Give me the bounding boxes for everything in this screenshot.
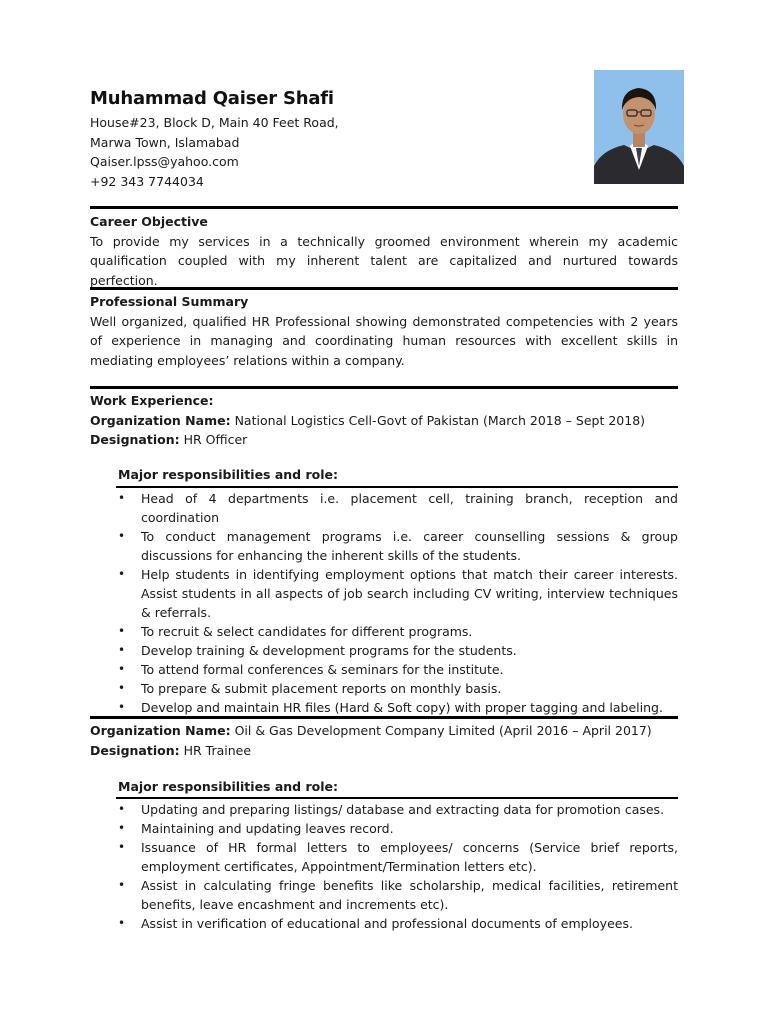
section-divider: [90, 287, 678, 290]
responsibilities-divider: [116, 486, 678, 488]
responsibility-item: [116, 565, 678, 622]
responsibility-text: To prepare & submit placement reports on monthly basis.: [141, 681, 502, 696]
responsibility-item: [116, 622, 678, 641]
career-objective-heading: Career Objective: [90, 214, 208, 229]
responsibility-text: Develop and maintain HR files (Hard & Soft copy) with proper tagging and labeling.: [141, 700, 663, 715]
section-divider: [90, 716, 678, 719]
designation-label: Designation:: [90, 432, 180, 447]
responsibility-item: [116, 527, 678, 565]
designation-line: [90, 741, 678, 761]
second-job-section: [90, 721, 678, 760]
work-experience-section: [90, 391, 678, 450]
email-address: Qaiser.lpss@yahoo.com: [90, 154, 239, 169]
responsibilities-list: [116, 800, 678, 933]
organization-value: Oil & Gas Development Company Limited (April 2016 – April 2017): [234, 723, 652, 738]
profile-photo-illustration: [594, 70, 684, 184]
responsibility-text: To recruit & select candidates for different programs.: [141, 624, 473, 639]
candidate-name: Muhammad Qaiser Shafi: [90, 88, 334, 109]
designation-line: [90, 430, 678, 450]
responsibility-item: [116, 838, 678, 876]
responsibility-item: [116, 800, 678, 819]
responsibility-text: To conduct management programs i.e. career counselling sessions & group discussions for enhancing the inherent skills of the students.: [141, 529, 678, 563]
work-experience-heading: Work Experience:: [90, 393, 214, 408]
bullet-icon: •: [118, 916, 126, 930]
responsibilities-divider: [116, 797, 678, 799]
responsibilities-heading: Major responsibilities and role:: [118, 779, 338, 794]
designation-value: HR Officer: [183, 432, 248, 447]
organization-line: [90, 721, 678, 741]
section-divider: [90, 206, 678, 209]
bullet-icon: •: [118, 821, 126, 835]
professional-summary-text: Well organized, qualified HR Professional showing demonstrated competencies with 2 years of experience in managing and coordinating human resources with excellent skills in mediating employees’ relations within a company.: [90, 313, 678, 368]
responsibility-text: Issuance of HR formal letters to employees/ concerns (Service brief reports, employment certificates, Appointment/Termination letters etc).: [141, 840, 678, 874]
professional-summary-heading: Professional Summary: [90, 294, 249, 309]
profile-photo: [594, 70, 684, 184]
organization-label: Organization Name:: [90, 412, 231, 428]
responsibility-item: [116, 679, 678, 698]
responsibility-item: [116, 660, 678, 679]
address-line-1: House#23, Block D, Main 40 Feet Road,: [90, 115, 339, 130]
responsibility-text: Assist in calculating fringe benefits like scholarship, medical facilities, retirement benefits, leave encashment and increments etc).: [141, 878, 678, 912]
designation-label: Designation:: [90, 742, 180, 758]
bullet-icon: •: [118, 662, 126, 676]
responsibility-item: [116, 876, 678, 914]
responsibility-text: Help students in identifying employment options that match their career interests. Assist students in all aspects of job search including CV writing, interview techniques & referrals.: [141, 567, 678, 620]
responsibility-text: Head of 4 departments i.e. placement cell, training branch, reception and coordination: [141, 491, 678, 525]
responsibility-text: Updating and preparing listings/ database and extracting data for promotion cases.: [141, 802, 665, 817]
responsibility-item: [116, 819, 678, 838]
bullet-icon: •: [118, 529, 126, 543]
responsibilities-heading: Major responsibilities and role:: [118, 467, 338, 482]
bullet-icon: •: [118, 491, 126, 505]
address-line-2: Marwa Town, Islamabad: [90, 134, 240, 150]
organization-value: National Logistics Cell-Govt of Pakistan (March 2018 – Sept 2018): [234, 412, 646, 428]
organization-line: [90, 411, 678, 431]
responsibility-text: Develop training & development programs for the students.: [141, 643, 517, 658]
bullet-icon: •: [118, 567, 126, 581]
responsibility-item: [116, 698, 678, 717]
professional-summary-section: [90, 292, 678, 370]
bullet-icon: •: [118, 624, 126, 638]
bullet-icon: •: [118, 643, 126, 657]
responsibility-text: Maintaining and updating leaves record.: [141, 821, 394, 836]
responsibility-item: [116, 489, 678, 527]
responsibility-text: To attend formal conferences & seminars for the institute.: [141, 662, 504, 677]
responsibility-text: Assist in verification of educational and professional documents of employees.: [141, 916, 633, 931]
phone-number: +92 343 7744034: [90, 173, 204, 189]
bullet-icon: •: [118, 802, 126, 816]
designation-value: HR Trainee: [183, 742, 252, 758]
section-divider: [90, 386, 678, 389]
bullet-icon: •: [118, 681, 126, 695]
contact-block: [90, 113, 339, 191]
organization-label: Organization Name:: [90, 723, 231, 738]
career-objective-section: [90, 212, 678, 290]
bullet-icon: •: [118, 878, 126, 892]
responsibility-item: [116, 914, 678, 933]
responsibilities-list: [116, 489, 678, 717]
bullet-icon: •: [118, 700, 126, 714]
responsibility-item: [116, 641, 678, 660]
career-objective-text: To provide my services in a technically groomed environment wherein my academic qualification coupled with my inherent talent are capitalized and nurtured towards perfection.: [90, 233, 678, 288]
bullet-icon: •: [118, 840, 126, 854]
